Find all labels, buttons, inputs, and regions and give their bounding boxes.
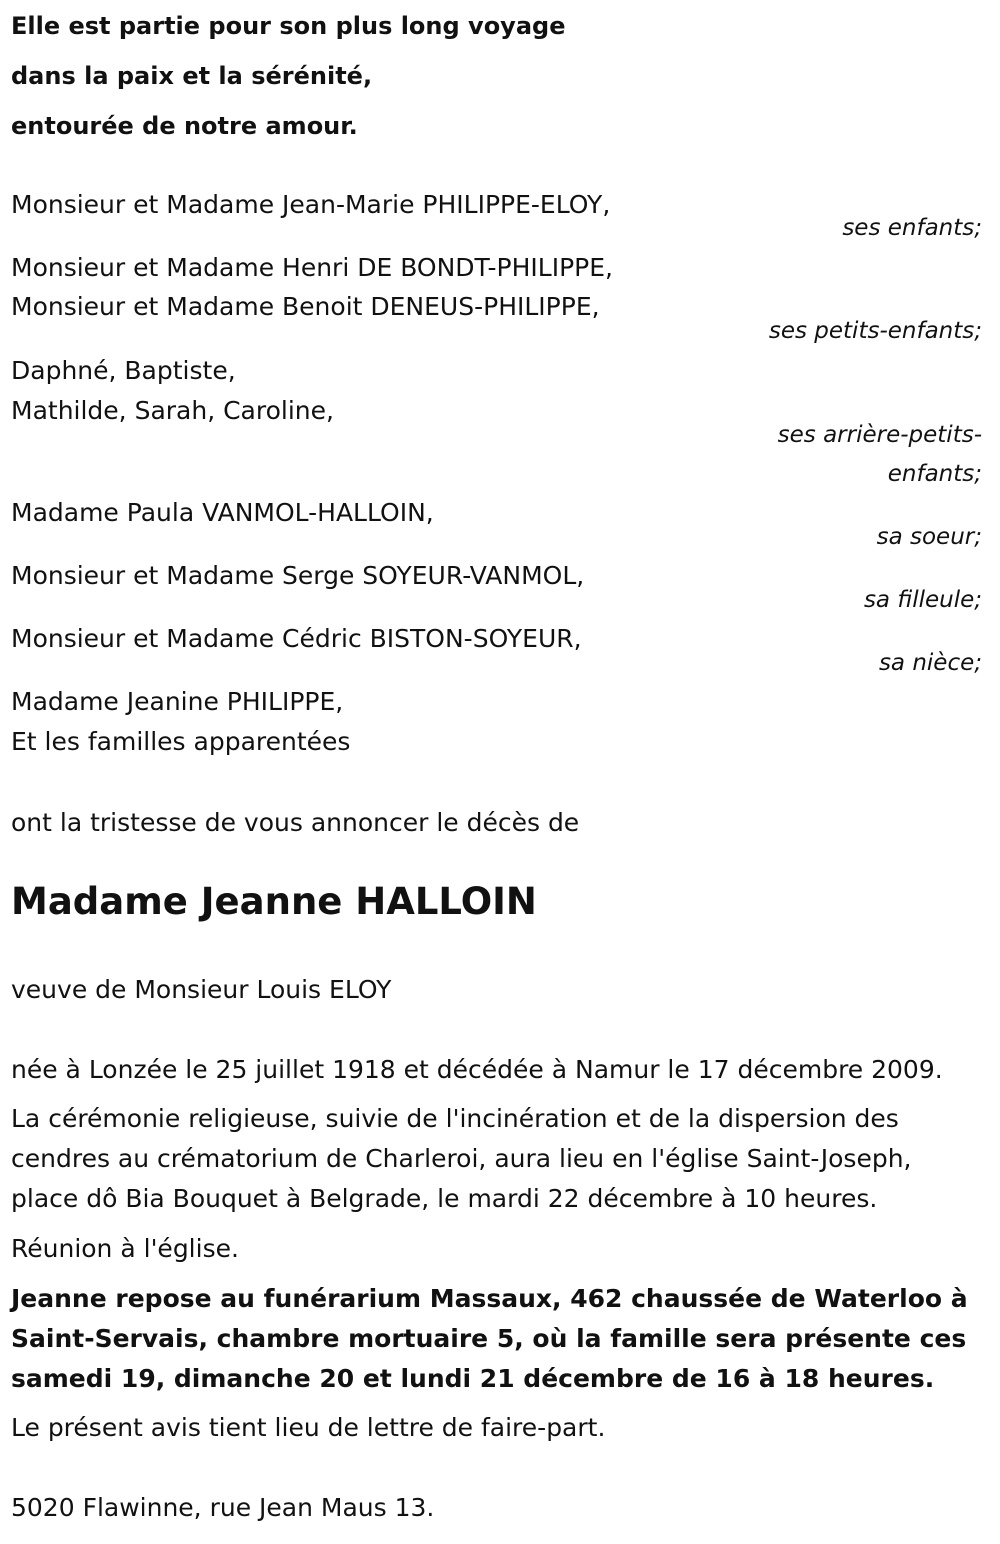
family-other: Et les familles apparentées: [11, 727, 351, 756]
role-goddaughter: sa filleule;: [863, 587, 982, 613]
funerarium-line: samedi 19, dimanche 20 et lundi 21 décembre de 16 à 18 heures.: [11, 1364, 935, 1393]
ceremony-line: place dô Bia Bouquet à Belgrade, le mardi 22 décembre à 10 heures.: [11, 1184, 878, 1213]
role-niece: sa nièce;: [878, 650, 982, 676]
role-sister: sa soeur;: [876, 524, 982, 550]
ceremony-line: cendres au crématorium de Charleroi, aura lieu en l'église Saint-Joseph,: [11, 1144, 912, 1173]
family-niece: Monsieur et Madame Cédric BISTON-SOYEUR,: [11, 624, 582, 653]
intro-line: Elle est partie pour son plus long voyage: [11, 12, 566, 40]
intro-line: dans la paix et la sérénité,: [11, 62, 373, 90]
family-grandchildren: Monsieur et Madame Henri DE BONDT-PHILIPPE,: [11, 253, 613, 282]
role-greatgrandchildren: ses arrière-petits-: [777, 422, 982, 448]
family-address: 5020 Flawinne, rue Jean Maus 13.: [11, 1493, 435, 1522]
family-goddaughter: Monsieur et Madame Serge SOYEUR-VANMOL,: [11, 561, 585, 590]
widow-of: veuve de Monsieur Louis ELOY: [11, 975, 392, 1004]
role-greatgrandchildren: enfants;: [887, 461, 982, 487]
reunion-text: Réunion à l'église.: [11, 1234, 239, 1263]
family-sister: Madame Paula VANMOL-HALLOIN,: [11, 498, 434, 527]
family-grandchildren: Monsieur et Madame Benoit DENEUS-PHILIPPE,: [11, 292, 600, 321]
announcement-text: ont la tristesse de vous annoncer le décès de: [11, 808, 580, 837]
birth-death-dates: née à Lonzée le 25 juillet 1918 et décédée à Namur le 17 décembre 2009.: [11, 1055, 943, 1084]
family-greatgrandchildren: Daphné, Baptiste,: [11, 356, 236, 385]
notice-text: Le présent avis tient lieu de lettre de faire-part.: [11, 1413, 606, 1442]
funerarium-line: Saint-Servais, chambre mortuaire 5, où la famille sera présente ces: [11, 1324, 967, 1353]
funerarium-line: Jeanne repose au funérarium Massaux, 462 chaussée de Waterloo à: [11, 1284, 968, 1313]
family-children: Monsieur et Madame Jean-Marie PHILIPPE-ELOY,: [11, 190, 611, 219]
intro-line: entourée de notre amour.: [11, 112, 358, 140]
role-grandchildren: ses petits-enfants;: [768, 318, 982, 344]
deceased-name: Madame Jeanne HALLOIN: [11, 880, 537, 923]
family-other: Madame Jeanine PHILIPPE,: [11, 687, 344, 716]
role-children: ses enfants;: [842, 215, 982, 241]
ceremony-line: La cérémonie religieuse, suivie de l'incinération et de la dispersion des: [11, 1104, 899, 1133]
family-greatgrandchildren: Mathilde, Sarah, Caroline,: [11, 396, 334, 425]
